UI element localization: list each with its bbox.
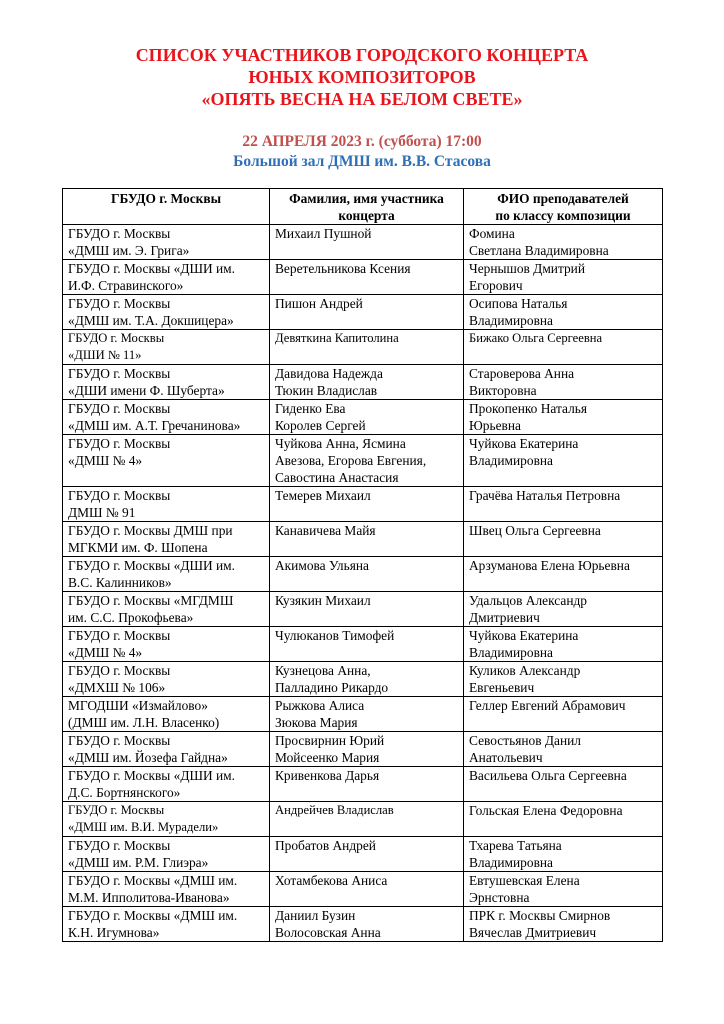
school-cell: ГБУДО г. Москвы «ДМШ им. А.Т. Гречанинова»: [63, 400, 270, 435]
title-line-2: ЮНЫХ КОМПОЗИТОРОВ: [248, 67, 476, 87]
teacher-cell: Прокопенко Наталья Юрьевна: [464, 400, 663, 435]
participant-cell: Кузнецова Анна, Палладино Рикардо: [270, 662, 464, 697]
table-row: [63, 435, 663, 487]
title-line-3: «ОПЯТЬ ВЕСНА НА БЕЛОМ СВЕТЕ»: [201, 89, 523, 109]
school-cell: ГБУДО г. Москвы «ДШИ им. В.С. Калинников»: [63, 557, 270, 592]
table-row: [63, 732, 663, 767]
table-row: [63, 330, 663, 365]
document-title: [0, 44, 724, 110]
teacher-cell: Фомина Светлана Владимировна: [464, 225, 663, 260]
school-cell: ГБУДО г. Москвы «ДШИ им. И.Ф. Стравинского»: [63, 260, 270, 295]
teacher-cell: Осипова Наталья Владимировна: [464, 295, 663, 330]
teacher-cell: Тхарева Татьяна Владимировна: [464, 837, 663, 872]
teacher-cell: Гольская Елена Федоровна: [464, 802, 663, 837]
column-header-participant: Фамилия, имя участника концерта: [270, 189, 464, 225]
table-row: [63, 592, 663, 627]
participant-cell: Рыжкова Алиса Зюкова Мария: [270, 697, 464, 732]
table-row: [63, 365, 663, 400]
teacher-cell: Грачёва Наталья Петровна: [464, 487, 663, 522]
teacher-cell: ПРК г. Москвы Смирнов Вячеслав Дмитриевич: [464, 907, 663, 942]
participant-cell: Просвирнин Юрий Мойсеенко Мария: [270, 732, 464, 767]
school-cell: ГБУДО г. Москвы «ДМШ им. К.Н. Игумнова»: [63, 907, 270, 942]
school-cell: ГБУДО г. Москвы «ДМШ № 4»: [63, 435, 270, 487]
table-row: [63, 837, 663, 872]
school-cell: ГБУДО г. Москвы «ДМШ № 4»: [63, 627, 270, 662]
participant-cell: Хотамбекова Аниса: [270, 872, 464, 907]
participant-cell: Давидова Надежда Тюкин Владислав: [270, 365, 464, 400]
school-cell: ГБУДО г. Москвы «ДМХШ № 106»: [63, 662, 270, 697]
participant-cell: Кузякин Михаил: [270, 592, 464, 627]
school-cell: ГБУДО г. Москвы «ДМШ им. М.М. Ипполитова-Иванова»: [63, 872, 270, 907]
teacher-cell: Чернышов Дмитрий Егорович: [464, 260, 663, 295]
teacher-cell: Евтушевская Елена Эрнстовна: [464, 872, 663, 907]
column-header-school: ГБУДО г. Москвы: [63, 189, 270, 225]
teacher-cell: Геллер Евгений Абрамович: [464, 697, 663, 732]
participant-cell: Кривенкова Дарья: [270, 767, 464, 802]
participant-cell: Канавичева Майя: [270, 522, 464, 557]
participant-cell: Андрейчев Владислав: [270, 802, 464, 837]
school-cell: ГБУДО г. Москвы «ДМШ им. В.И. Мурадели»: [63, 802, 270, 837]
table-row: [63, 225, 663, 260]
school-cell: ГБУДО г. Москвы «ДШИ имени Ф. Шуберта»: [63, 365, 270, 400]
table-row: [63, 400, 663, 435]
participant-cell: Веретельникова Ксения: [270, 260, 464, 295]
participant-cell: Чулюканов Тимофей: [270, 627, 464, 662]
participant-cell: Гиденко Ева Королев Сергей: [270, 400, 464, 435]
table-row: [63, 487, 663, 522]
school-cell: ГБУДО г. Москвы «ДМШ им. Э. Грига»: [63, 225, 270, 260]
title-line-1: СПИСОК УЧАСТНИКОВ ГОРОДСКОГО КОНЦЕРТА: [135, 45, 589, 65]
table-row: [63, 295, 663, 330]
school-cell: ГБУДО г. Москвы ДМШ № 91: [63, 487, 270, 522]
participants-table: [62, 188, 663, 942]
column-header-teacher: ФИО преподавателей по классу композиции: [464, 189, 663, 225]
table-row: [63, 557, 663, 592]
table-row: [63, 697, 663, 732]
teacher-cell: Староверова Анна Викторовна: [464, 365, 663, 400]
school-cell: ГБУДО г. Москвы «ДМШ им. Т.А. Докшицера»: [63, 295, 270, 330]
school-cell: ГБУДО г. Москвы «МГДМШ им. С.С. Прокофьева»: [63, 592, 270, 627]
teacher-cell: Швец Ольга Сергеевна: [464, 522, 663, 557]
table-row: [63, 627, 663, 662]
concert-date: 22 АПРЕЛЯ 2023 г. (суббота) 17:00: [242, 133, 482, 150]
table-row: [63, 872, 663, 907]
participant-cell: Девяткина Капитолина: [270, 330, 464, 365]
teacher-cell: Васильева Ольга Сергеевна: [464, 767, 663, 802]
participant-cell: Пишон Андрей: [270, 295, 464, 330]
teacher-cell: Севостьянов Данил Анатольевич: [464, 732, 663, 767]
concert-venue: Большой зал ДМШ им. В.В. Стасова: [233, 153, 491, 170]
school-cell: ГБУДО г. Москвы «ДШИ им. Д.С. Бортнянского»: [63, 767, 270, 802]
participant-cell: Пробатов Андрей: [270, 837, 464, 872]
participant-cell: Темерев Михаил: [270, 487, 464, 522]
table-row: [63, 907, 663, 942]
table-row: [63, 802, 663, 837]
table-header-row: [63, 189, 663, 225]
table-row: [63, 260, 663, 295]
teacher-cell: Чуйкова Екатерина Владимировна: [464, 435, 663, 487]
participant-cell: Акимова Ульяна: [270, 557, 464, 592]
teacher-cell: Чуйкова Екатерина Владимировна: [464, 627, 663, 662]
table-row: [63, 662, 663, 697]
table-row: [63, 522, 663, 557]
school-cell: ГБУДО г. Москвы ДМШ при МГКМИ им. Ф. Шопена: [63, 522, 270, 557]
participant-cell: Чуйкова Анна, Ясмина Авезова, Егорова Евгения, Савостина Анастасия: [270, 435, 464, 487]
school-cell: ГБУДО г. Москвы «ДШИ № 11»: [63, 330, 270, 365]
teacher-cell: Арзуманова Елена Юрьевна: [464, 557, 663, 592]
participant-cell: Даниил Бузин Волосовская Анна: [270, 907, 464, 942]
teacher-cell: Куликов Александр Евгеньевич: [464, 662, 663, 697]
table-row: [63, 767, 663, 802]
school-cell: МГОДШИ «Измайлово» (ДМШ им. Л.Н. Власенко): [63, 697, 270, 732]
school-cell: ГБУДО г. Москвы «ДМШ им. Р.М. Глиэра»: [63, 837, 270, 872]
participant-cell: Михаил Пушной: [270, 225, 464, 260]
teacher-cell: Бижако Ольга Сергеевна: [464, 330, 663, 365]
school-cell: ГБУДО г. Москвы «ДМШ им. Йозефа Гайдна»: [63, 732, 270, 767]
teacher-cell: Удальцов Александр Дмитриевич: [464, 592, 663, 627]
